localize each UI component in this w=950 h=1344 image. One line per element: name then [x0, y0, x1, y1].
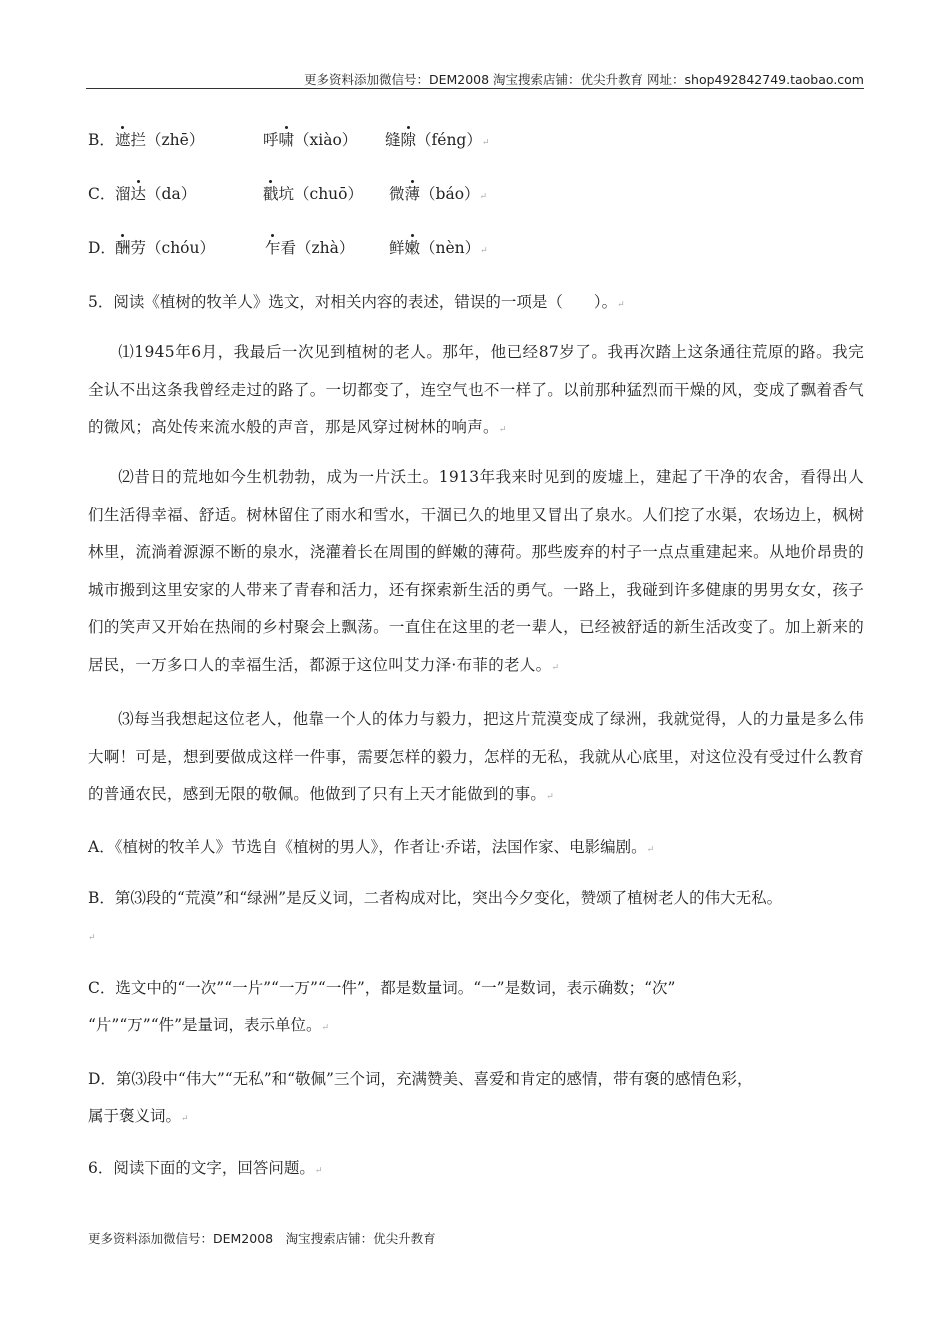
- q5-option-a: A．《植树的牧羊人》节选自《植树的男人》，作者让·乔诺，法国作家、电影编剧。↵: [88, 838, 655, 856]
- option-item: 酬劳（chóu）: [115, 239, 215, 257]
- option-item: 微薄（báo）↵: [389, 185, 488, 203]
- q6-stem: 6．阅读下面的文字，回答问题。↵: [88, 1159, 323, 1177]
- q5-option-c: C．选文中的“一次”“一片”“一万”“一件”，都是数量词。“一”是数词，表示确数；“次” “片”“万”“件”是量词，表示单位。↵: [88, 979, 676, 1034]
- option-item: 缝隙（féng）↵: [385, 131, 490, 149]
- q5-option-b: B．第⑶段的“荒漠”和“绿洲”是反义词，二者构成对比，突出今夕变化，赞颂了植树老人的伟大无私。 ↵: [88, 889, 783, 943]
- option-item: 乍看（zhà）: [265, 239, 355, 257]
- header-text: 更多资料添加微信号：DEM2008 淘宝搜索店铺：优尖升教育 网址：shop492842749.taobao.com: [303, 72, 864, 87]
- q4-option-c: C． 溜达（da） 戳坑（chuō） 微薄（báo）↵: [88, 182, 115, 204]
- option-item: 鲜嫩（nèn）↵: [389, 239, 488, 257]
- option-item: 遮拦（zhē）: [115, 131, 205, 149]
- passage-paragraph-3: ⑶每当我想起这位老人，他靠一个人的体力与毅力，把这片荒漠变成了绿洲，我就觉得，人的力量是多么伟大啊！可是，想到要做成这样一件事，需要怎样的毅力，怎样的无私，我就从心底里，对这位没有受过什么教育的普通农民，感到无限的敬佩。他做到了只有上天才能做到的事。↵: [88, 710, 864, 803]
- option-item: 呼啸（xiào）: [263, 131, 358, 149]
- q5-option-d: D．第⑶段中“伟大”“无私”和“敬佩”三个词，充满赞美、喜爱和肯定的感情，带有褒的感情色彩， 属于褒义词。↵: [88, 1070, 753, 1125]
- q4-option-b: B． 遮拦（zhē） 呼啸（xiào） 缝隙（féng）↵: [88, 128, 115, 150]
- passage-paragraph-1: ⑴1945年6月，我最后一次见到植树的老人。那年，他已经87岁了。我再次踏上这条通往荒原的路。我完全认不出这条我曾经走过的路了。一切都变了，连空气也不一样了。以前那种猛烈而干燥的风，变成了飘着香气的微风；高处传来流水般的声音，那是风穿过树林的响声。↵: [88, 343, 864, 436]
- option-item: 戳坑（chuō）: [263, 185, 363, 203]
- q4-option-d: D． 酬劳（chóu） 乍看（zhà） 鲜嫩（nèn）↵: [88, 236, 116, 258]
- q5-stem: 5．阅读《植树的牧羊人》选文，对相关内容的表述，错误的一项是（ ）。↵: [88, 293, 625, 311]
- passage-paragraph-2: ⑵昔日的荒地如今生机勃勃，成为一片沃土。1913年我来时见到的废墟上，建起了干净的农舍，看得出人们生活得幸福、舒适。树林留住了雨水和雪水，干涸已久的地里又冒出了泉水。人们挖了水渠，农场边上，枫树林里，流淌着源源不断的泉水，浇灌着长在周围的鲜嫩的薄荷。那些废弃的村子一点点重建起来。从地价昂贵的城市搬到这里安家的人带来了青春和活力，还有探索新生活的勇气。一路上，我碰到许多健康的男男女女，孩子们的笑声又开始在热闹的乡村聚会上飘荡。一直住在这里的老一辈人，已经被舒适的新生活改变了。加上新来的居民，一万多口人的幸福生活，都源于这位叫艾力泽·布菲的老人。↵: [88, 468, 864, 674]
- option-item: 溜达（da）: [115, 185, 197, 203]
- page-footer: 更多资料添加微信号：DEM2008 淘宝搜索店铺：优尖升教育: [88, 1231, 436, 1246]
- page-header: [86, 70, 864, 89]
